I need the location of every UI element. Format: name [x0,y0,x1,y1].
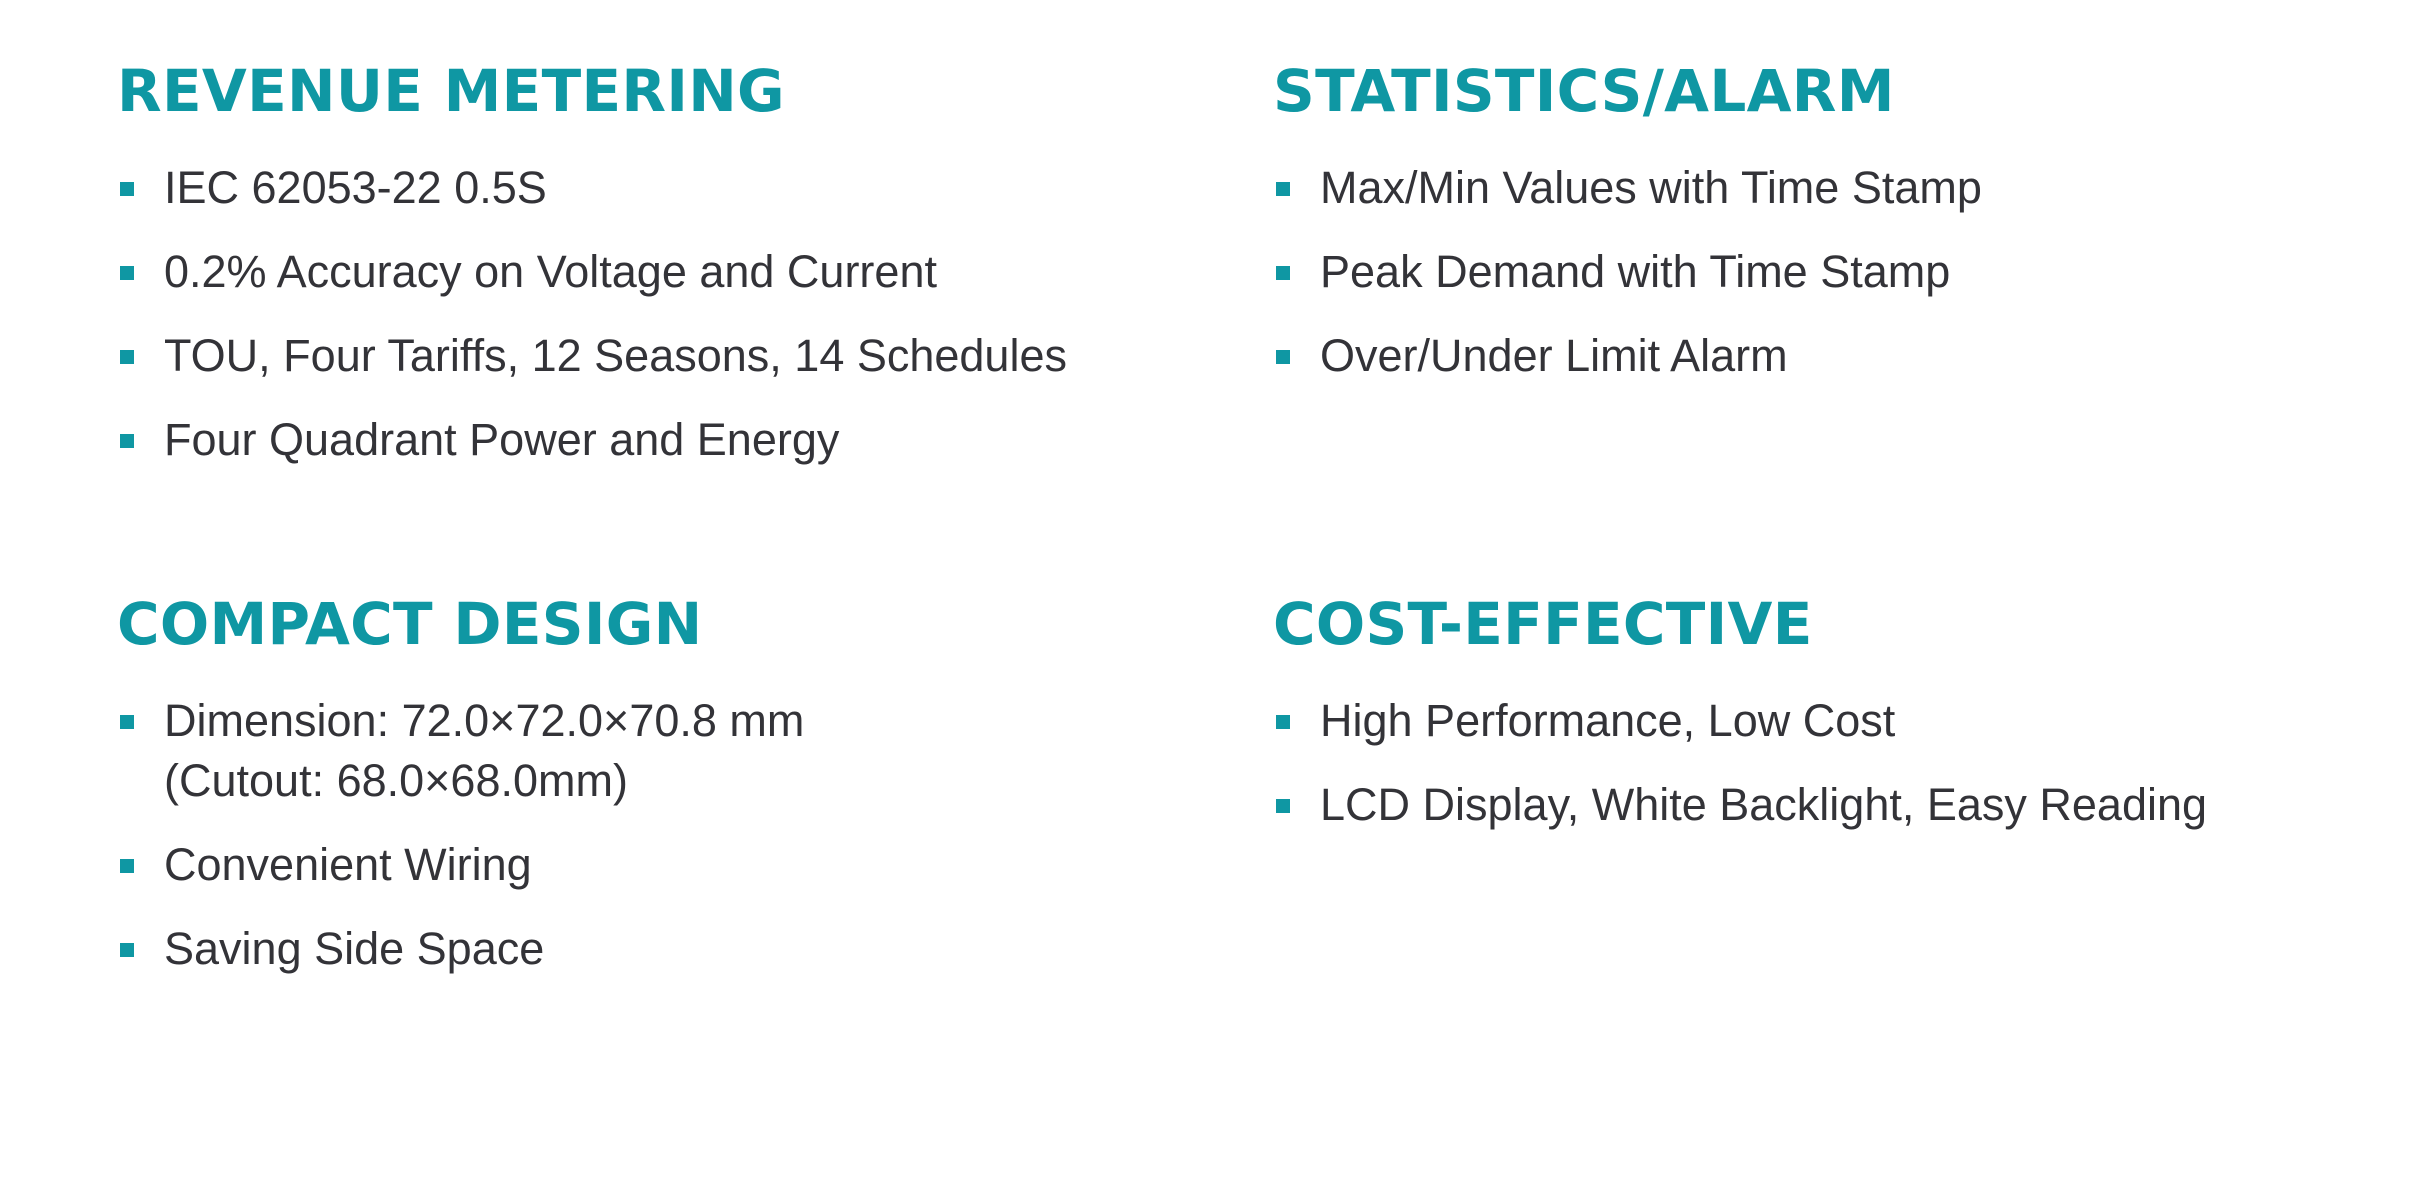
section-revenue-metering [117,50,1217,494]
item-text: Over/Under Limit Alarm [1320,330,1788,381]
square-bullet-icon [120,434,134,448]
section-compact-design [117,583,1217,1003]
square-bullet-icon [120,715,134,729]
list-item [1273,326,2373,386]
square-bullet-icon [120,943,134,957]
list-item [117,326,1217,386]
item-text: 0.2% Accuracy on Voltage and Current [164,246,937,297]
section-statistics-alarm [1273,50,2373,410]
square-bullet-icon [1276,182,1290,196]
list-item [1273,691,2373,751]
square-bullet-icon [120,182,134,196]
square-bullet-icon [1276,350,1290,364]
item-text: Dimension: 72.0×72.0×70.8 mm (Cutout: 68.0×68.0mm) [164,695,805,806]
square-bullet-icon [1276,715,1290,729]
square-bullet-icon [120,350,134,364]
list-item [1273,775,2373,835]
list-item [117,919,1217,979]
feature-list [117,158,1217,470]
square-bullet-icon [1276,266,1290,280]
feature-list [117,691,1217,979]
square-bullet-icon [120,266,134,280]
list-item [117,691,1217,811]
item-text: LCD Display, White Backlight, Easy Reading [1320,779,2208,830]
section-title: COMPACT DESIGN [117,590,703,658]
item-text: High Performance, Low Cost [1320,695,1896,746]
list-item [117,410,1217,470]
item-text: IEC 62053-22 0.5S [164,162,547,213]
section-title: REVENUE METERING [117,57,785,125]
item-text: Convenient Wiring [164,839,532,890]
feature-list [1273,158,2373,386]
list-item [1273,242,2373,302]
list-item [117,158,1217,218]
list-item [117,242,1217,302]
item-text: Four Quadrant Power and Energy [164,414,840,465]
item-text: Saving Side Space [164,923,545,974]
section-title: STATISTICS/ALARM [1273,57,1895,125]
square-bullet-icon [1276,799,1290,813]
list-item [117,835,1217,895]
item-text: Max/Min Values with Time Stamp [1320,162,1982,213]
item-text: TOU, Four Tariffs, 12 Seasons, 14 Schedules [164,330,1067,381]
square-bullet-icon [120,859,134,873]
section-title: COST-EFFECTIVE [1273,590,1813,658]
feature-list [1273,691,2373,835]
list-item [1273,158,2373,218]
section-cost-effective [1273,583,2373,859]
item-text: Peak Demand with Time Stamp [1320,246,1951,297]
